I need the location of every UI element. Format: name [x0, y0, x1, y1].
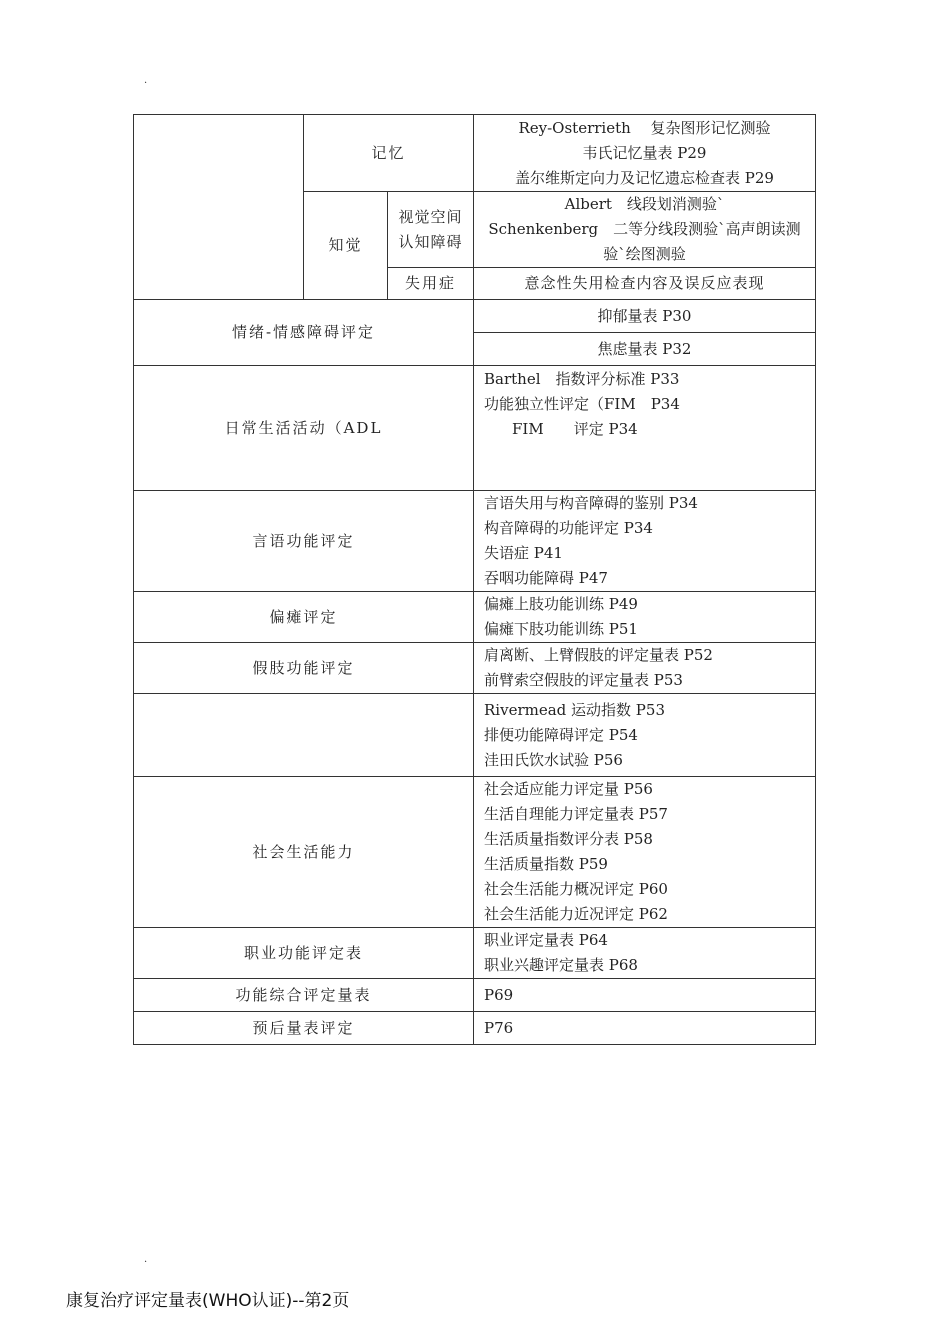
visual-spatial-label-line: 视觉空间: [398, 207, 463, 226]
visual-item: Albert 线段划消测验`: [564, 195, 725, 213]
social-label: 社会生活能力: [134, 777, 474, 928]
adl-items: [474, 366, 816, 491]
adl-item: Barthel 指数评分标准 P33: [484, 370, 680, 388]
vocational-item: 职业兴趣评定量表 P68: [484, 956, 638, 974]
speech-label: 言语功能评定: [134, 491, 474, 592]
speech-item: 失语症 P41: [484, 544, 563, 562]
prognosis-row: [134, 1012, 816, 1045]
prosthesis-label: 假肢功能评定: [134, 643, 474, 694]
misc-item: 洼田氏饮水试验 P56: [484, 750, 623, 769]
visual-spatial-label-line: 认知障碍: [398, 232, 463, 251]
social-item: 社会生活能力近况评定 P62: [484, 905, 668, 923]
misc-items: [474, 694, 816, 777]
adl-row: [134, 366, 816, 491]
vocational-items: [474, 928, 816, 979]
top-dot-mark: .: [144, 75, 148, 86]
hemiplegia-item: 偏瘫下肢功能训练 P51: [484, 620, 638, 638]
speech-row: [134, 491, 816, 592]
social-item: 社会生活能力概况评定 P60: [484, 880, 668, 898]
memory-item: Rey-Osterrieth 复杂图形记忆测验: [518, 118, 771, 137]
emotion-label: 情绪-情感障碍评定: [134, 300, 474, 366]
prognosis-label: 预后量表评定: [134, 1012, 474, 1045]
social-item: 生活质量指数 P59: [484, 855, 608, 873]
prosthesis-row: [134, 643, 816, 694]
social-item: 社会适应能力评定量 P56: [484, 780, 653, 798]
emotion-row-1: [134, 300, 816, 333]
perception-label: 知觉: [304, 192, 388, 300]
misc-row: [134, 694, 816, 777]
memory-row: [134, 115, 816, 192]
vocational-item: 职业评定量表 P64: [484, 931, 608, 949]
misc-item: 排便功能障碍评定 P54: [484, 725, 638, 744]
assessment-table: [133, 114, 816, 1045]
adl-label: 日常生活活动（ADL: [134, 366, 474, 491]
prosthesis-items: [474, 643, 816, 694]
vocational-label: 职业功能评定表: [134, 928, 474, 979]
social-item: 生活自理能力评定量表 P57: [484, 805, 668, 823]
comprehensive-label: 功能综合评定量表: [134, 979, 474, 1012]
prognosis-value: P76: [474, 1012, 816, 1045]
hemiplegia-items: [474, 592, 816, 643]
hemiplegia-row: [134, 592, 816, 643]
prosthesis-item: 肩离断、上臂假肢的评定量表 P52: [484, 646, 713, 664]
speech-item: 构音障碍的功能评定 P34: [484, 519, 653, 537]
vocational-row: [134, 928, 816, 979]
bottom-dot-mark: .: [144, 1254, 148, 1265]
comprehensive-value: P69: [474, 979, 816, 1012]
visual-spatial-items: [474, 192, 816, 268]
visual-spatial-label: [388, 192, 474, 268]
visual-item: 验`绘图测验: [603, 245, 686, 263]
emotion-item: 抑郁量表 P30: [474, 300, 816, 333]
cognition-blank-cell: [134, 115, 304, 300]
adl-item: FIM 评定 P34: [512, 420, 638, 438]
memory-label: 记忆: [304, 115, 474, 192]
memory-item: 盖尔维斯定向力及记忆遗忘检查表 P29: [515, 168, 774, 187]
comprehensive-row: [134, 979, 816, 1012]
apraxia-label: 失用症: [388, 268, 474, 300]
page-footer: 康复治疗评定量表(WHO认证)--第2页: [66, 1291, 350, 1311]
social-items: [474, 777, 816, 928]
speech-item: 言语失用与构音障碍的鉴别 P34: [484, 494, 698, 512]
emotion-item: 焦虑量表 P32: [474, 333, 816, 366]
social-item: 生活质量指数评分表 P58: [484, 830, 653, 848]
memory-item: 韦氏记忆量表 P29: [582, 143, 707, 162]
speech-items: [474, 491, 816, 592]
misc-blank-cell: [134, 694, 474, 777]
prosthesis-item: 前臂索空假肢的评定量表 P53: [484, 671, 683, 689]
apraxia-item: 意念性失用检查内容及误反应表现: [474, 268, 816, 300]
speech-item: 吞咽功能障碍 P47: [484, 569, 608, 587]
visual-item: Schenkenberg 二等分线段测验`高声朗读测: [488, 220, 801, 238]
adl-item: 功能独立性评定（FIM P34: [484, 395, 680, 413]
hemiplegia-label: 偏瘫评定: [134, 592, 474, 643]
social-row: [134, 777, 816, 928]
hemiplegia-item: 偏瘫上肢功能训练 P49: [484, 595, 638, 613]
misc-item: Rivermead 运动指数 P53: [484, 700, 665, 719]
memory-items: [474, 115, 816, 192]
